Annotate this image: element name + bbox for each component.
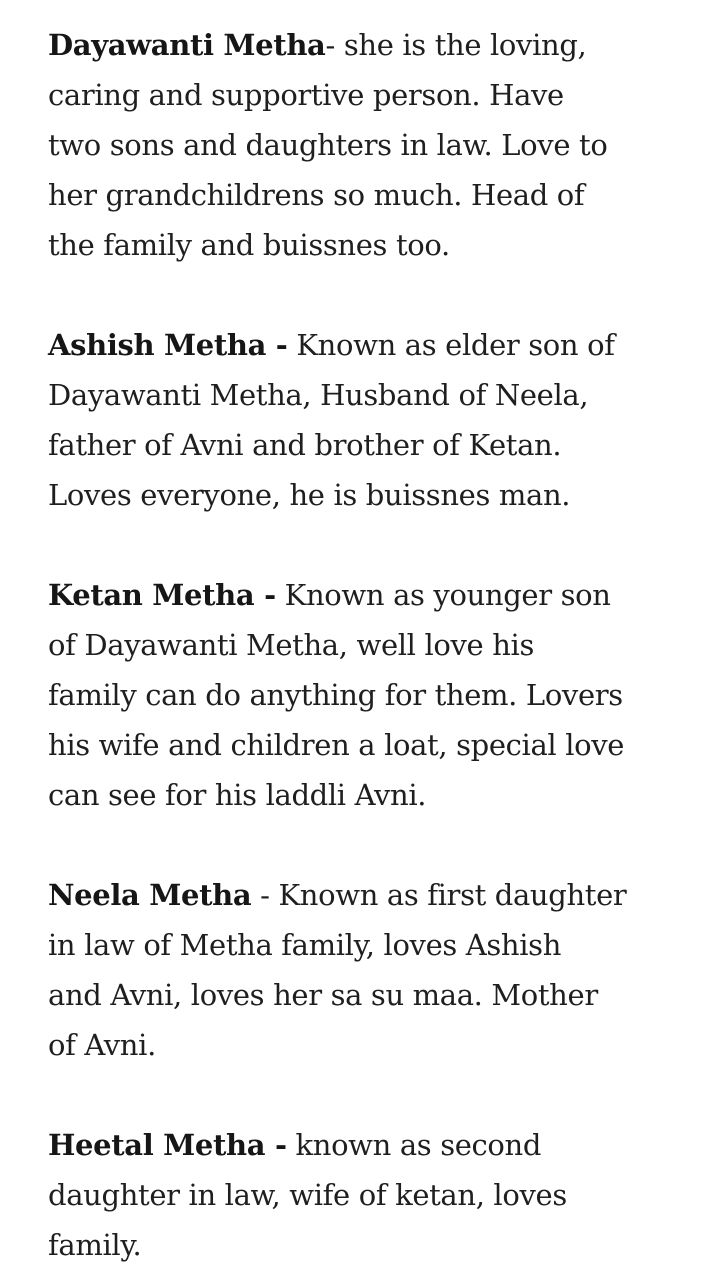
character-paragraph-ashish bbox=[48, 320, 668, 520]
character-list bbox=[48, 20, 668, 1270]
character-name: Ketan Metha - bbox=[48, 578, 276, 612]
character-description: - Known as first daughter in law of Metha family, loves Ashish and Avni, loves her sa su maa. Mother of Avni. bbox=[48, 878, 627, 1062]
character-paragraph-neela bbox=[48, 870, 668, 1070]
character-description: Known as younger son of Dayawanti Metha, well love his family can do anything for them. Lovers his wife and children a loat, special love can see for his laddli Avni. bbox=[48, 578, 625, 812]
character-name: Heetal Metha - bbox=[48, 1128, 287, 1162]
character-paragraph-ketan bbox=[48, 570, 668, 820]
character-paragraph-dayawanti bbox=[48, 20, 668, 270]
character-name: Ashish Metha - bbox=[48, 328, 288, 362]
character-description: - she is the loving, caring and supportive person. Have two sons and daughters in law. Love to her grandchildrens so much. Head of the family and buissnes too. bbox=[48, 28, 608, 262]
character-name: Dayawanti Metha bbox=[48, 28, 326, 62]
character-description: known as second daughter in law, wife of ketan, loves family. bbox=[48, 1128, 567, 1262]
character-description: Known as elder son of Dayawanti Metha, Husband of Neela, father of Avni and brother of Ketan. Loves everyone, he is buissnes man. bbox=[48, 328, 615, 512]
character-name: Neela Metha bbox=[48, 878, 252, 912]
character-paragraph-heetal bbox=[48, 1120, 668, 1270]
